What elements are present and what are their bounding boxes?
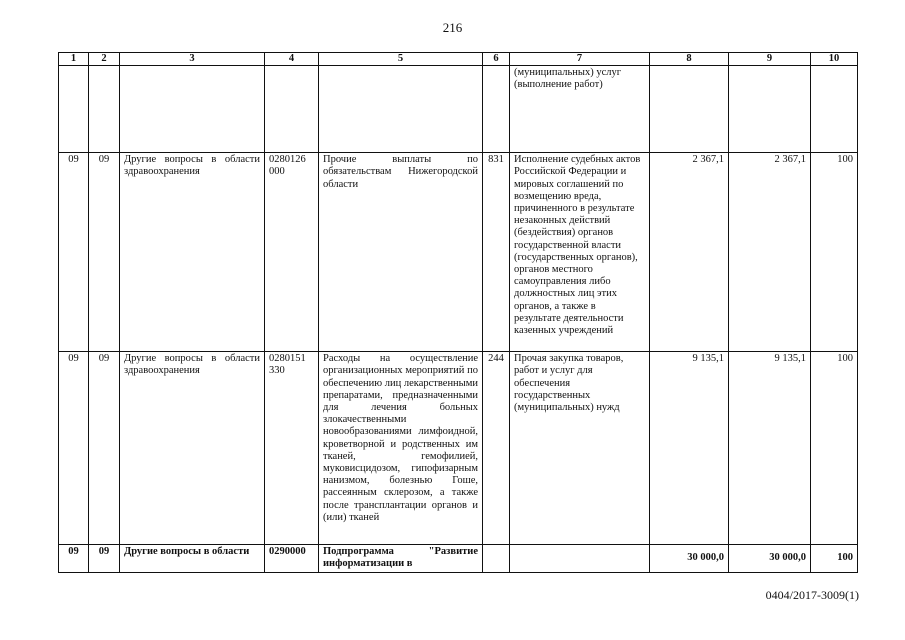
cell-plan-amount bbox=[650, 66, 729, 153]
cell-percent: 100 bbox=[811, 153, 858, 352]
cell-subsection: 09 bbox=[89, 545, 120, 572]
cell-section: 09 bbox=[59, 545, 89, 572]
cell-expense-code bbox=[483, 545, 510, 572]
cell-percent bbox=[811, 66, 858, 153]
cell-expense-name: Прочая закупка товаров, работ и услуг для обеспечения государственных (муниципальных) нужд bbox=[510, 352, 650, 545]
table-row-subtotal bbox=[59, 545, 858, 572]
cell-subsection bbox=[89, 66, 120, 153]
cell-percent: 100 bbox=[811, 352, 858, 545]
cell-plan-amount: 30 000,0 bbox=[650, 545, 729, 572]
cell-target-name bbox=[319, 66, 483, 153]
col-header-8: 8 bbox=[650, 53, 729, 66]
cell-target-name: Подпрограмма "Развитие информатизации в bbox=[319, 545, 483, 572]
cell-expense-code: 831 bbox=[483, 153, 510, 352]
col-header-7: 7 bbox=[510, 53, 650, 66]
col-header-4: 4 bbox=[265, 53, 319, 66]
cell-actual-amount bbox=[729, 66, 811, 153]
cell-expense-code: 244 bbox=[483, 352, 510, 545]
cell-plan-amount: 2 367,1 bbox=[650, 153, 729, 352]
cell-target-code: 0280151 330 bbox=[265, 352, 319, 545]
cell-target-code bbox=[265, 66, 319, 153]
cell-expense-name bbox=[510, 545, 650, 572]
cell-section-name bbox=[120, 66, 265, 153]
cell-expense-code bbox=[483, 66, 510, 153]
page-number: 216 bbox=[442, 20, 463, 35]
table-row bbox=[59, 66, 858, 153]
cell-section-name: Другие вопросы в области здравоохранения bbox=[120, 352, 265, 545]
cell-target-name: Прочие выплаты по обязательствам Нижегородской области bbox=[319, 153, 483, 352]
header-row bbox=[59, 53, 858, 66]
cell-actual-amount: 30 000,0 bbox=[729, 545, 811, 572]
cell-expense-name: Исполнение судебных актов Российской Федерации и мировых соглашений по возмещению вреда, причиненного в результате незаконных действий (бездействия) органов государственной власти (государственных органов), органов местного самоуправления либо должностных лиц этих органов, а также в результате деятельности казенных учреждений bbox=[510, 153, 650, 352]
cell-section: 09 bbox=[59, 352, 89, 545]
col-header-1: 1 bbox=[59, 53, 89, 66]
table-row bbox=[59, 352, 858, 545]
col-header-10: 10 bbox=[811, 53, 858, 66]
col-header-9: 9 bbox=[729, 53, 811, 66]
cell-target-code: 0280126 000 bbox=[265, 153, 319, 352]
col-header-2: 2 bbox=[89, 53, 120, 66]
cell-subsection: 09 bbox=[89, 352, 120, 545]
document-code: 0404/2017-3009(1) bbox=[765, 588, 859, 602]
table-row bbox=[59, 153, 858, 352]
budget-table bbox=[58, 52, 858, 573]
col-header-5: 5 bbox=[319, 53, 483, 66]
cell-plan-amount: 9 135,1 bbox=[650, 352, 729, 545]
cell-percent: 100 bbox=[811, 545, 858, 572]
cell-section: 09 bbox=[59, 153, 89, 352]
cell-section bbox=[59, 66, 89, 153]
cell-expense-name: (муниципальных) услуг (выполнение работ) bbox=[510, 66, 650, 153]
cell-target-name: Расходы на осуществление организационных мероприятий по обеспечению лиц лекарственными препаратами, предназначенными для лечения больных злокачественными новообразованиями лимфоидной, кроветворной и родственных им тканей, гемофилией, муковисцидозом, гипофизарным нанизмом, болезнью Гоше, рассеянным склерозом, а также после трансплантации органов и (или) тканей bbox=[319, 352, 483, 545]
col-header-6: 6 bbox=[483, 53, 510, 66]
cell-section-name: Другие вопросы в области bbox=[120, 545, 265, 572]
col-header-3: 3 bbox=[120, 53, 265, 66]
cell-actual-amount: 2 367,1 bbox=[729, 153, 811, 352]
cell-target-code: 0290000 bbox=[265, 545, 319, 572]
cell-section-name: Другие вопросы в области здравоохранения bbox=[120, 153, 265, 352]
cell-subsection: 09 bbox=[89, 153, 120, 352]
cell-actual-amount: 9 135,1 bbox=[729, 352, 811, 545]
